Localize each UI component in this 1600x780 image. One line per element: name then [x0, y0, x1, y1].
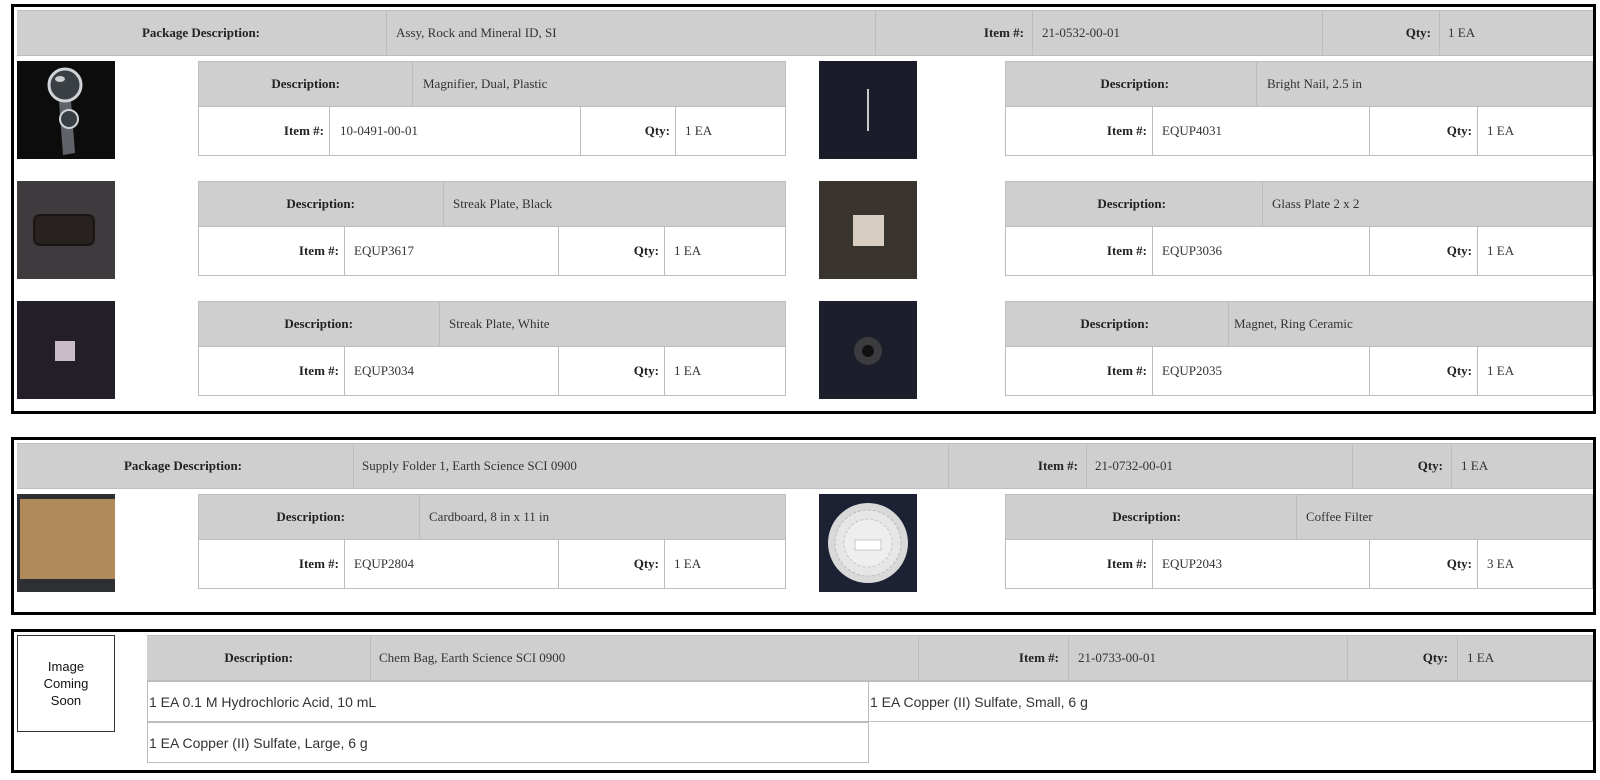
- component-card: [1005, 61, 1593, 156]
- component-item-label: Item #:: [298, 556, 339, 571]
- package-header: [17, 10, 1593, 56]
- component-description-value: Cardboard, 8 in x 11 in: [429, 509, 550, 524]
- component-qty-label: Qty:: [633, 556, 659, 571]
- component-description-value: Magnifier, Dual, Plastic: [423, 76, 548, 91]
- contents-item: 1 EA 0.1 M Hydrochloric Acid, 10 mL: [147, 681, 869, 722]
- component-description-label: Description:: [1080, 316, 1149, 331]
- component-item-value: 10-0491-00-01: [340, 123, 418, 138]
- component-item-value: EQUP3036: [1162, 243, 1222, 258]
- component-item-label: Item #:: [283, 123, 324, 138]
- ring-magnet-photo: [819, 301, 917, 399]
- magnifier-photo: [17, 61, 115, 159]
- package-panel: [11, 4, 1596, 414]
- component-qty-value: 1 EA: [674, 556, 702, 571]
- component-qty-label: Qty:: [1446, 123, 1472, 138]
- component-card: [198, 301, 786, 396]
- item-number-label: Item #:: [1037, 458, 1078, 473]
- component-description-value: Coffee Filter: [1306, 509, 1373, 524]
- component-card: [1005, 301, 1593, 396]
- package-description-label: Package Description:: [141, 25, 260, 40]
- coffee-filter-photo: [819, 494, 917, 592]
- nail-photo: [819, 61, 917, 159]
- package-description-value: Supply Folder 1, Earth Science SCI 0900: [362, 458, 577, 473]
- component-description-label: Description:: [1112, 509, 1181, 524]
- package-description-value: Assy, Rock and Mineral ID, SI: [396, 25, 557, 40]
- white-plate-photo: [17, 301, 115, 399]
- image-coming-soon-placeholder: Image Coming Soon: [17, 635, 115, 732]
- qty-value: 1 EA: [1448, 25, 1476, 40]
- component-item-value: EQUP3034: [354, 363, 414, 378]
- item-number-label: Item #:: [983, 25, 1024, 40]
- component-item-label: Item #:: [1106, 243, 1147, 258]
- component-qty-label: Qty:: [633, 363, 659, 378]
- component-description-label: Description:: [1100, 76, 1169, 91]
- contents-item: 1 EA Copper (II) Sulfate, Small, 6 g: [869, 681, 1593, 722]
- qty-value: 1 EA: [1461, 458, 1489, 473]
- component-card: [1005, 181, 1593, 276]
- component-card: [198, 181, 786, 276]
- component-description-value: Streak Plate, Black: [453, 196, 553, 211]
- component-item-label: Item #:: [298, 243, 339, 258]
- component-qty-value: 3 EA: [1487, 556, 1515, 571]
- package-description-label: Package Description:: [123, 458, 242, 473]
- component-item-value: EQUP4031: [1162, 123, 1222, 138]
- component-qty-label: Qty:: [1446, 556, 1472, 571]
- qty-label: Qty:: [1422, 650, 1448, 665]
- contents-item: 1 EA Copper (II) Sulfate, Large, 6 g: [147, 722, 869, 763]
- component-qty-value: 1 EA: [674, 243, 702, 258]
- component-qty-label: Qty:: [1446, 243, 1472, 258]
- component-item-label: Item #:: [1106, 123, 1147, 138]
- component-card: [1005, 494, 1593, 589]
- item-number-value: 21-0532-00-01: [1042, 25, 1120, 40]
- package-description-value: Chem Bag, Earth Science SCI 0900: [379, 650, 566, 665]
- component-description-label: Description:: [1097, 196, 1166, 211]
- component-qty-label: Qty:: [633, 243, 659, 258]
- component-item-label: Item #:: [298, 363, 339, 378]
- component-item-value: EQUP2043: [1162, 556, 1222, 571]
- component-item-label: Item #:: [1106, 363, 1147, 378]
- item-number-value: 21-0732-00-01: [1095, 458, 1173, 473]
- qty-label: Qty:: [1417, 458, 1443, 473]
- component-card: [198, 61, 786, 156]
- qty-label: Qty:: [1405, 25, 1431, 40]
- component-qty-value: 1 EA: [1487, 123, 1515, 138]
- component-description-value: Bright Nail, 2.5 in: [1267, 76, 1362, 91]
- component-description-label: Description:: [271, 76, 340, 91]
- package-header: [147, 635, 1593, 681]
- component-qty-value: 1 EA: [685, 123, 713, 138]
- component-item-value: EQUP3617: [354, 243, 414, 258]
- component-qty-value: 1 EA: [674, 363, 702, 378]
- package-panel: [11, 437, 1596, 615]
- qty-value: 1 EA: [1467, 650, 1495, 665]
- cardboard-photo: [17, 494, 115, 592]
- item-number-value: 21-0733-00-01: [1078, 650, 1156, 665]
- component-qty-label: Qty:: [1446, 363, 1472, 378]
- component-description-label: Description:: [284, 316, 353, 331]
- glass-plate-photo: [819, 181, 917, 279]
- component-description-value: Magnet, Ring Ceramic: [1234, 316, 1353, 331]
- component-description-value: Glass Plate 2 x 2: [1272, 196, 1360, 211]
- component-qty-value: 1 EA: [1487, 363, 1515, 378]
- component-description-label: Description:: [286, 196, 355, 211]
- package-description-label: Description:: [224, 650, 293, 665]
- package-header: [17, 443, 1593, 489]
- component-qty-label: Qty:: [644, 123, 670, 138]
- item-number-label: Item #:: [1018, 650, 1059, 665]
- black-plate-photo: [17, 181, 115, 279]
- component-card: [198, 494, 786, 589]
- component-description-value: Streak Plate, White: [449, 316, 550, 331]
- component-qty-value: 1 EA: [1487, 243, 1515, 258]
- component-item-value: EQUP2035: [1162, 363, 1222, 378]
- package-panel: [11, 629, 1596, 773]
- component-item-value: EQUP2804: [354, 556, 414, 571]
- component-description-label: Description:: [276, 509, 345, 524]
- component-item-label: Item #:: [1106, 556, 1147, 571]
